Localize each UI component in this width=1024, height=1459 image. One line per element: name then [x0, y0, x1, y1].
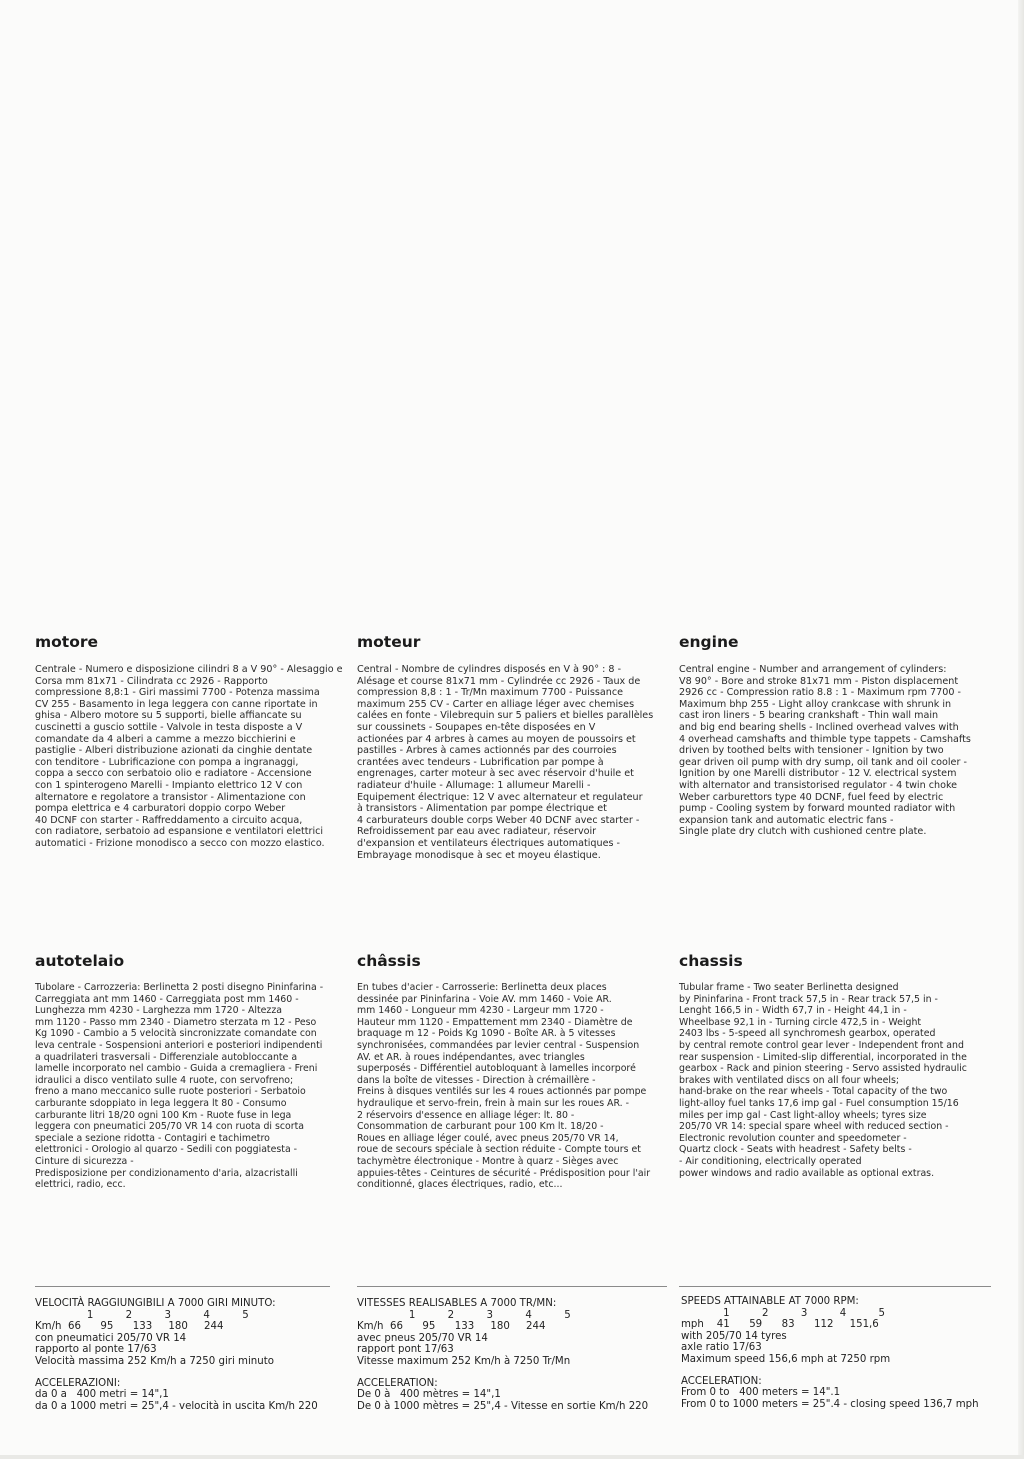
accel-heading: ACCELERAZIONI:: [35, 1377, 121, 1389]
max-speed: Maximum speed 156,6 mph at 7250 rpm: [681, 1353, 891, 1365]
speeds-en: [681, 1296, 979, 1410]
motore-title: motore: [35, 633, 99, 651]
speed-values: Km/h 66 95 133 180 244: [357, 1321, 546, 1333]
max-speed: Velocità massima 252 Km/h a 7250 giri minuto: [35, 1355, 274, 1367]
divider-en: [679, 1286, 991, 1287]
speed-values: Km/h 66 95 133 180 244: [35, 1321, 224, 1333]
gear-numbers: 1 2 3 4 5: [35, 1309, 249, 1321]
divider-fr: [357, 1286, 667, 1287]
speeds-heading: VITESSES REALISABLES A 7000 TR/MN:: [357, 1298, 557, 1309]
engine-title: engine: [679, 633, 739, 651]
accel-1000: da 0 a 1000 metri = 25",4 - velocità in uscita Km/h 220: [35, 1400, 318, 1412]
max-speed: Vitesse maximum 252 Km/h à 7250 Tr/Mn: [357, 1355, 571, 1367]
axle-ratio: rapport pont 17/63: [357, 1344, 454, 1356]
accel-400: De 0 à 400 mètres = 14",1: [357, 1389, 501, 1401]
speeds-heading: SPEEDS ATTAINABLE AT 7000 RPM:: [681, 1296, 859, 1307]
chassis-en-text: Tubular frame - Two seater Berlinetta designed by Pininfarina - Front track 57,5 in - Rear track 57,5 in - Lenght 166,5 in - Width 67,7 in - Height 44,1 in - Wheelbase 92,1 in - Turning circle 472,5 in - Weight 2403 lbs - 5-speed all synchromesh gearbox, operated by central remote control gear lever - Independent front and rear suspension - Limited-slip differential, incorporated in the gearbox - Rack and pinion steering - Servo assisted hydraulic brakes with ventilated discs on all four wheels; hand-brake on the rear wheels - Total capacity of the two light-alloy fuel tanks 17,6 imp gal - Fuel consumption 15/16 miles per imp gal - Cast light-alloy wheels; tyres size 205/70 VR 14: special spare wheel with reduced section - Electronic revolution counter and speedometer - Quartz clock - Seats with headrest - Safety belts - - Air conditioning, electrically operated power windows and radio available as optional extras.: [679, 982, 967, 1179]
accel-1000: From 0 to 1000 meters = 25".4 - closing speed 136,7 mph: [681, 1398, 979, 1410]
speeds-heading: VELOCITÀ RAGGIUNGIBILI A 7000 GIRI MINUTO:: [35, 1298, 276, 1309]
moteur-title: moteur: [357, 633, 421, 651]
gear-numbers: 1 2 3 4 5: [357, 1309, 571, 1321]
speeds-it: [35, 1298, 318, 1412]
engine-text: Central engine - Number and arrangement of cylinders: V8 90° - Bore and stroke 81x71 mm - Piston displacement 2926 cc - Compression ratio 8.8 : 1 - Maximum rpm 7700 - Maximum bhp 255 - Light alloy crankcase with shrunk in cast iron liners - 5 bearing crankshaft - Thin wall main and big end bearing shells - Inclined overhead valves with 4 overhead camshafts and thimble type tappets - Camshafts driven by toothed belts with tensioner - Ignition by two gear driven oil pump with dry sump, oil tank and oil cooler - Ignition by one Marelli distributor - 12 V. electrical system with alternator and transistorised regulator - 4 twin choke Weber carburettors type 40 DCNF, fuel feed by electric pump - Cooling system by forward mounted radiator with expansion tank and automatic electric fans - Single plate dry clutch with cushioned centre plate.: [679, 664, 971, 838]
chassis-fr-text: En tubes d'acier - Carrosserie: Berlinetta deux places dessinée par Pininfarina - Voie AV. mm 1460 - Voie AR. mm 1460 - Longueur mm 4230 - Largeur mm 1720 - Hauteur mm 1120 - Empattement mm 2340 - Diamètre de braquage m 12 - Poids Kg 1090 - Boîte AR. à 5 vitesses synchronisées, commandées par levier central - Suspension AV. et AR. à roues indépendantes, avec triangles superposés - Différentiel autobloquant à lamelles incorporé dans la boîte de vitesses - Direction à crémaillère - Freins à disques ventilés sur les 4 roues actionnés par pompe hydraulique et servo-frein, frein à main sur les roues AR. - 2 réservoirs d'essence en alliage léger: lt. 80 - Consommation de carburant pour 100 Km lt. 18/20 - Roues en alliage léger coulé, avec pneus 205/70 VR 14, roue de secours spéciale à section réduite - Compte tours et tachymètre électronique - Montre à quarz - Sièges avec appuies-têtes - Ceintures de sécurité - Prédisposition pour l'air conditionné, glaces électriques, radio, etc...: [357, 982, 651, 1191]
accel-400: da 0 a 400 metri = 14",1: [35, 1389, 169, 1401]
gear-numbers: 1 2 3 4 5: [681, 1307, 886, 1319]
chassis-en-title: chassis: [679, 952, 743, 970]
tyres-info: con pneumatici 205/70 VR 14: [35, 1332, 187, 1344]
chassis-fr-title: châssis: [357, 952, 421, 970]
autotelaio-title: autotelaio: [35, 952, 125, 970]
tyres-info: with 205/70 14 tyres: [681, 1330, 787, 1342]
tyres-info: avec pneus 205/70 VR 14: [357, 1332, 488, 1344]
accel-400: From 0 to 400 meters = 14".1: [681, 1387, 841, 1399]
accel-heading: ACCELERATION:: [357, 1377, 438, 1389]
page-bottom-edge: [0, 1455, 1024, 1459]
moteur-text: Central - Nombre de cylindres disposés en V à 90° : 8 - Alésage et course 81x71 mm - Cylindrée cc 2926 - Taux de compression 8,8 : 1 - Tr/Mn maximum 7700 - Puissance maximum 255 CV - Carter en alliage léger avec chemises calées en fonte - Vilebrequin sur 5 paliers et bielles parallèles sur coussinets - Soupapes en-tête disposées en V actionées par 4 arbres à cames au moyen de poussoirs et pastilles - Arbres à cames actionnés par des courroies crantées avec tendeurs - Lubrification par pompe à engrenages, carter moteur à sec avec réservoir d'huile et radiateur d'huile - Allumage: 1 allumeur Marelli - Equipement électrique: 12 V avec alternateur et regulateur à transistors - Alimentation par pompe électrique et 4 carburateurs double corps Weber 40 DCNF avec starter - Refroidissement par eau avec radiateur, réservoir d'expansion et ventilateurs électriques automatiques - Embrayage monodisque à sec et moyeu élastique.: [357, 664, 654, 861]
axle-ratio: axle ratio 17/63: [681, 1342, 762, 1354]
divider-it: [35, 1286, 330, 1287]
accel-heading: ACCELERATION:: [681, 1375, 762, 1387]
page-edge: [1018, 0, 1024, 1459]
accel-1000: De 0 à 1000 mètres = 25",4 - Vitesse en sortie Km/h 220: [357, 1400, 649, 1412]
motore-text: Centrale - Numero e disposizione cilindri 8 a V 90° - Alesaggio e Corsa mm 81x71 - Cilindrata cc 2926 - Rapporto compressione 8,8:1 - Giri massimi 7700 - Potenza massima CV 255 - Basamento in lega leggera con canne riportate in ghisa - Albero motore su 5 supporti, bielle affiancate su cuscinetti a guscio sottile - Valvole in testa disposte a V comandate da 4 alberi a camme a mezzo bicchierini e pastiglie - Alberi distribuzione azionati da cinghie dentate con tenditore - Lubrificazione con pompa a ingranaggi, coppa a secco con serbatoio olio e radiatore - Accensione con 1 spinterogeno Marelli - Impianto elettrico 12 V con alternatore e regolatore a transistor - Alimentazione con pompa elettrica e 4 carburatori doppio corpo Weber 40 DCNF con starter - Raffreddamento a circuito acqua, con radiatore, serbatoio ad espansione e ventilatori elettrici automatici - Frizione monodisco a secco con mozzo elastico.: [35, 664, 343, 849]
speed-values: mph 41 59 83 112 151,6: [681, 1319, 879, 1331]
speeds-fr: [357, 1298, 648, 1412]
autotelaio-text: Tubolare - Carrozzeria: Berlinetta 2 posti disegno Pininfarina - Carreggiata ant mm 1460 - Carreggiata post mm 1460 - Lunghezza mm 4230 - Larghezza mm 1720 - Altezza mm 1120 - Passo mm 2340 - Diametro sterzata m 12 - Peso Kg 1090 - Cambio a 5 velocità sincronizzate comandate con leva centrale - Sospensioni anteriori e posteriori indipendenti a quadrilateri trasversali - Differenziale autobloccante a lamelle incorporato nel cambio - Guida a cremagliera - Freni idraulici a disco ventilato sulle 4 ruote, con servofreno; freno a mano meccanico sulle ruote posteriori - Serbatoio carburante sdoppiato in lega leggera lt 80 - Consumo carburante litri 18/20 ogni 100 Km - Ruote fuse in lega leggera con pneumatici 205/70 VR 14 con ruota di scorta speciale a sezione ridotta - Contagiri e tachimetro elettronici - Orologio al quarzo - Sedili con poggiatesta - Cinture di sicurezza - Predisposizione per condizionamento d'aria, alzacristalli elettrici, radio, ecc.: [35, 982, 324, 1191]
axle-ratio: rapporto al ponte 17/63: [35, 1344, 157, 1356]
